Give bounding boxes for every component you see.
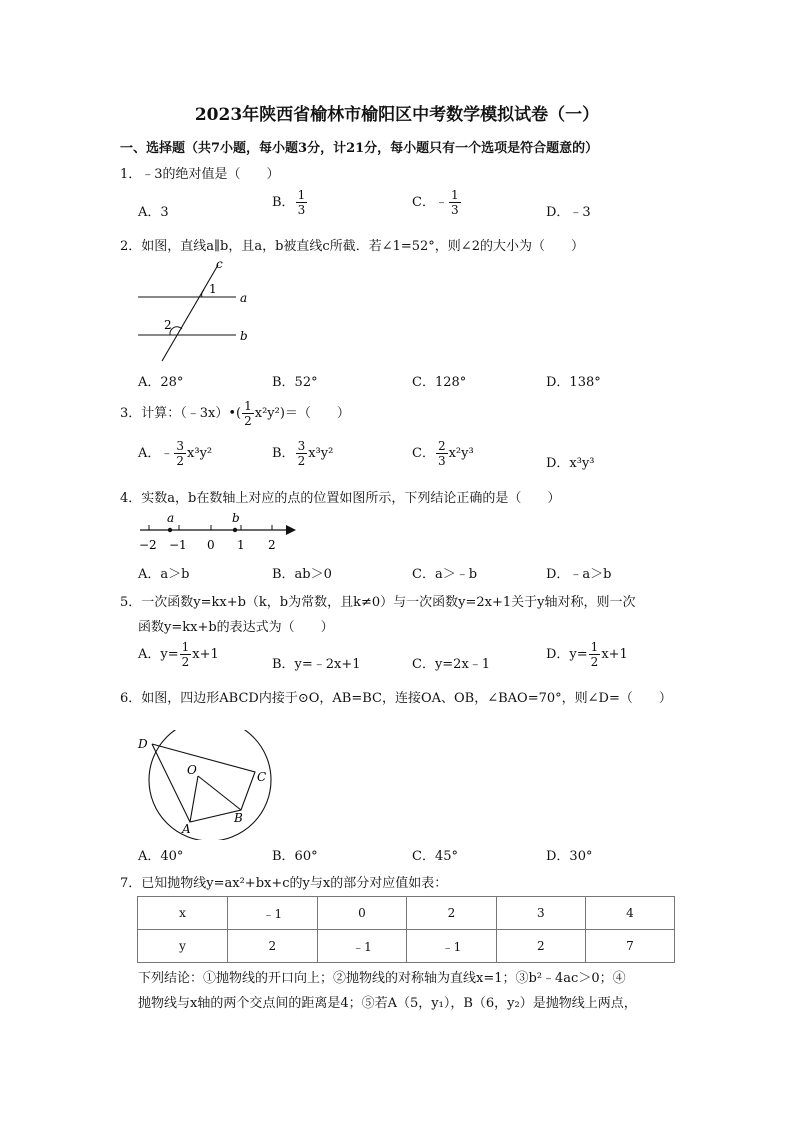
fraction xyxy=(436,440,448,467)
table-cell: 2 xyxy=(496,930,585,963)
question-1-option-b xyxy=(272,189,308,216)
section-heading-choice: 一、选择题（共7小题，每小题3分，计21分，每小题只有一个选项是符合题意的） xyxy=(120,141,599,156)
question-6-option-a: A．40° xyxy=(138,849,184,864)
segment-oa xyxy=(190,776,198,822)
question-2-option-a: A．28° xyxy=(138,375,184,390)
table-cell: x xyxy=(138,897,228,930)
option-label: B． xyxy=(272,195,295,210)
fraction xyxy=(174,440,186,467)
question-3-option-b xyxy=(272,440,333,467)
numerator: 1 xyxy=(297,188,306,202)
option-label: B． xyxy=(272,446,295,461)
question-4-option-c: C．a＞﹣b xyxy=(412,567,478,582)
numerator: 1 xyxy=(181,640,190,654)
tick-label: 2 xyxy=(268,538,276,552)
table-cell: ﹣1 xyxy=(228,897,318,930)
numerator: 1 xyxy=(450,188,459,202)
option-expression: x+1 xyxy=(192,647,219,662)
question-4-option-b: B．ab＞0 xyxy=(272,567,332,582)
question-5-stem-line-2: 函数y=kx+b的表达式为（ ） xyxy=(138,620,334,635)
arrow-right-icon xyxy=(286,525,296,535)
denominator: 3 xyxy=(450,203,459,217)
label-b: B xyxy=(234,811,243,825)
label-a: a xyxy=(240,291,248,305)
question-2-option-d: D．138° xyxy=(546,375,601,390)
question-1-option-a: A．3 xyxy=(138,205,169,220)
option-label: A．y= xyxy=(138,647,179,662)
page-title: 2023年陕西省榆林市榆阳区中考数学模拟试卷（一） xyxy=(194,105,600,125)
option-label: A．﹣ xyxy=(138,446,174,461)
question-2-option-c: C．128° xyxy=(412,375,467,390)
number-line-ticks xyxy=(149,525,272,530)
circle-quadrilateral-figure xyxy=(132,730,282,840)
fraction xyxy=(296,189,308,216)
label-a: A xyxy=(182,822,191,836)
tick-label: 1 xyxy=(237,538,245,552)
question-7-stem: 7．已知抛物线y=ax²+bx+c的y与x的部分对应值如表： xyxy=(120,876,448,891)
question-2-option-b: B．52° xyxy=(272,375,318,390)
table-cell: ﹣1 xyxy=(317,930,407,963)
stem-text: x²y²)＝（ ） xyxy=(254,406,350,421)
value-table xyxy=(137,896,675,963)
option-label: C．﹣ xyxy=(412,195,448,210)
option-expression: x+1 xyxy=(601,647,628,662)
numerator: 1 xyxy=(244,399,252,413)
stem-text: 3．计算：（﹣3x）•( xyxy=(120,406,242,421)
numerator: 2 xyxy=(437,439,446,453)
denominator: 2 xyxy=(176,454,185,468)
question-2-stem: 2．如图，直线a∥b，且a，b被直线c所截．若∠1=52°，则∠2的大小为（ ） xyxy=(120,239,584,254)
tick-label: 0 xyxy=(207,538,215,552)
table-row xyxy=(138,897,675,930)
question-4-option-a: A．a＞b xyxy=(138,567,190,582)
question-6-option-d: D．30° xyxy=(546,849,593,864)
question-5-option-b: B．y=﹣2x+1 xyxy=(272,657,361,672)
table-cell: 7 xyxy=(585,930,674,963)
option-expression: x²y³ xyxy=(448,446,474,461)
tick-label: −1 xyxy=(169,538,187,552)
fraction xyxy=(242,400,254,427)
denominator: 2 xyxy=(244,414,252,428)
question-3-option-d: D．x³y³ xyxy=(546,456,595,471)
option-expression: x³y² xyxy=(187,446,213,461)
table-cell: 0 xyxy=(317,897,407,930)
table-row xyxy=(138,930,675,963)
number-line-figure xyxy=(134,508,302,556)
label-a: a xyxy=(167,511,175,525)
question-3-option-a xyxy=(138,440,212,467)
question-4-stem: 4．实数a，b在数轴上对应的点的位置如图所示，下列结论正确的是（ ） xyxy=(120,491,561,506)
fraction xyxy=(589,641,601,668)
question-5-option-c: C．y=2x﹣1 xyxy=(412,657,491,672)
table-cell: 3 xyxy=(496,897,585,930)
denominator: 2 xyxy=(590,655,599,669)
tick-label: −2 xyxy=(139,538,157,552)
parallel-lines-figure xyxy=(132,255,262,363)
question-5-option-a xyxy=(138,641,219,668)
label-c: C xyxy=(257,770,267,784)
question-3-stem xyxy=(120,400,350,427)
table-cell: ﹣1 xyxy=(407,930,497,963)
question-7-conclusions-line-2: 抛物线与x轴的两个交点间的距离是4；⑤若A（5，y₁），B（6，y₂）是抛物线上两点， xyxy=(138,996,637,1011)
angle-1-arc xyxy=(202,290,204,297)
option-label: D．y= xyxy=(546,647,588,662)
line-c xyxy=(162,265,218,361)
denominator: 3 xyxy=(437,454,446,468)
question-5-option-d xyxy=(546,641,628,668)
question-4-option-d: D．﹣a＞b xyxy=(546,567,612,582)
option-label: C． xyxy=(412,446,435,461)
fraction xyxy=(296,440,308,467)
question-6-stem: 6．如图，四边形ABCD内接于⊙O，AB=BC，连接OA、OB，∠BAO=70°，则∠D=（ ） xyxy=(120,691,672,706)
question-3-option-c xyxy=(412,440,474,467)
denominator: 2 xyxy=(181,655,190,669)
question-1-stem: 1．﹣3的绝对值是（ ） xyxy=(120,167,280,182)
label-o: O xyxy=(187,763,197,777)
question-6-option-c: C．45° xyxy=(412,849,458,864)
point-a xyxy=(168,528,172,532)
question-5-stem-line-1: 5．一次函数y=kx+b（k，b为常数，且k≠0）与一次函数y=2x+1关于y轴对称，则一次 xyxy=(120,595,636,610)
table-cell: y xyxy=(138,930,228,963)
label-b: b xyxy=(240,329,248,343)
numerator: 3 xyxy=(176,439,185,453)
fraction xyxy=(449,189,461,216)
table-cell: 2 xyxy=(228,930,318,963)
numerator: 1 xyxy=(590,640,599,654)
denominator: 2 xyxy=(297,454,306,468)
question-6-option-b: B．60° xyxy=(272,849,318,864)
label-angle-1: 1 xyxy=(209,282,217,296)
label-angle-2: 2 xyxy=(164,318,172,332)
label-d: D xyxy=(138,737,148,751)
table-cell: 4 xyxy=(585,897,674,930)
option-expression: x³y² xyxy=(308,446,334,461)
table-cell: 2 xyxy=(407,897,497,930)
question-1-option-d: D．﹣3 xyxy=(546,205,591,220)
question-7-conclusions-line-1: 下列结论：①抛物线的开口向上；②抛物线的对称轴为直线x=1；③b²﹣4ac＞0；④ xyxy=(138,971,626,986)
denominator: 3 xyxy=(297,203,306,217)
point-b xyxy=(233,528,237,532)
question-1-option-c xyxy=(412,189,462,216)
label-c: c xyxy=(216,257,223,271)
fraction xyxy=(180,641,192,668)
label-b: b xyxy=(232,511,240,525)
numerator: 3 xyxy=(297,439,306,453)
segment-ob xyxy=(198,776,241,810)
